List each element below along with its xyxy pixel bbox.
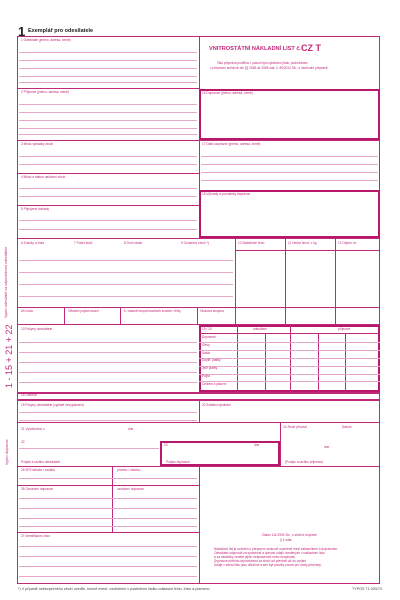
col-6-label: 6 Značky a čísla [21,241,45,245]
col-11-label: 11 Hrubá hmot. v kg [288,241,317,245]
payment-row-label: Slevy [202,342,210,347]
header-note-1: Tato přeprava podléhá, i pokud bylo ujednáno jinak, podmínkám [217,61,308,65]
box-20-label: 20 Zvláštní ujednání [202,403,231,407]
payment-sender-header: odesílatel [253,327,267,331]
payment-row-label: Doplň. platby [202,358,221,363]
country-code: CZ T [301,43,321,53]
box-24-label: 24 Zboží převzal [283,425,307,429]
box-26b-label: označení dopravce [117,487,144,491]
legal-text-3: a za následky vzniklé jejich nesprávností nebo neúplností. [214,555,296,559]
payment-row-label: Pojist. [202,374,211,378]
box-16[interactable] [199,89,380,140]
header-note-2: v přepravní smlouvě dle §§ 2555 až 2585 zák. č. 89/2012 Sb., o obchodní přepravě. [210,66,329,70]
carrier-signature: Podpis dopravce [166,460,190,464]
box-27-label: 27 Identifikační číslo [21,534,50,538]
box-22-label: 22 [21,440,25,444]
side-text-mid: 1 - 15 + 21 + 22 [4,324,14,388]
box-23-date: dne [254,443,260,447]
form-code: TYPOS 71 003/73 [352,587,382,591]
box-2-label: 2 Příjemce (jméno, adresa, země) [21,90,70,94]
box-5-label: 5 Připojené doklady [21,207,49,211]
un-number-label: UN číslo [21,309,34,313]
side-text-top: Vyplní odesílatel na odpovědnost odesílatele [4,246,8,318]
box-24-date: Datum [342,425,352,429]
col-8-label: 8 Druh obalu [124,241,143,245]
box-17-label: 17 Další dopravce (jméno, adresa, země) [202,142,261,146]
law-reference: Zákon 111/1994 Sb., o silniční dopravě [262,533,317,537]
col-10-label: 10 Statistické číslo [238,241,265,245]
legal-text-4: Dopravce přebírá odpovědnost za zboží od převzetí až do vydání. [214,559,308,563]
form-title: VNITROSTÁTNÍ NÁKLADNÍ LIST č. [209,46,301,52]
box-21-label: 21 Vyhotoveno v [21,427,45,431]
un-hazard-label: 6. vlastně bezpečnostních značek / třídy [124,309,181,313]
copy-label: Exemplář pro odesílatele [28,28,94,34]
box-26-label: 26 Označení dopravce [21,487,54,491]
copy-number: 1 [18,24,26,39]
box-25b-label: přívěsu / návěsu [117,468,141,472]
box-14-label: 14 Dobírka [21,393,37,397]
payment-table-label: 19 / 20 [202,327,212,331]
box-15-label: 15 Pokyny odesílatele (vyplaté nevyplaceno) [21,403,85,407]
box-24-date-b: dne [324,445,330,449]
col-12-label: 12 Objem m³ [338,241,357,245]
legal-text-1: Nakládací list je uzavřen o přepravní smlouvě uzavřené mezi zákazníkem a dopravcem. [214,547,339,551]
box-23-label: 23 [164,443,168,447]
box-3-label: 3 Místo vykládky zboží [21,142,54,146]
box-16-label: 16 Dopravce (jméno, adresa, země) [202,91,253,95]
payment-row-label: Jiné platby [202,366,218,371]
recipient-signature: (Podpis a razítko příjemce) [285,460,324,464]
box-18-label: 18 Výhrady a poznámky dopravce [202,192,251,196]
box-4-label: 4 Místo a datum naložení zboží [21,175,66,179]
box-25-label: 25 SPZ tahače / vozidla [21,468,55,472]
side-text-bottom: Vyplní dopravce [5,439,9,465]
box-13-label: 13 Pokyny odesílatele [21,327,53,331]
col-7-label: 7 Počet kusů [74,241,93,245]
footer-note: *) V případě nebezpečného zboží uveďte, kromě event. osvědčení v posledním řádku odstavce třídu, číslo a písmeno. [18,587,211,591]
legal-text-5: Údaje v tomto listu jsou důvěrné a smí být použity pouze pro účely přepravy. [214,563,322,567]
col-9-label: 9 Označení zboží *) [181,241,209,245]
un-group-label: Obalová skupina [200,309,224,313]
box-18[interactable] [199,190,380,238]
payment-row-label: Celkem k placení [202,381,227,386]
box-1-label: 1 Odesílatel (jméno, adresa, země) [21,38,71,42]
box-21-date: dne [128,427,134,431]
payment-row-label: Saldo [202,350,211,355]
payment-recipient-header: příjemce [338,327,351,331]
law-paragraph: § 4 odst. [280,538,293,542]
payment-row-label: Dopravné [202,335,216,339]
legal-text-2: Odesílatel odpovídá za správnost a úplnost údajů uvedených v nákladním listu [214,551,325,555]
un-name-label: Oficiální pojmenování [68,309,99,313]
sender-signature: Podpis a razítko odesílatele [21,460,61,464]
